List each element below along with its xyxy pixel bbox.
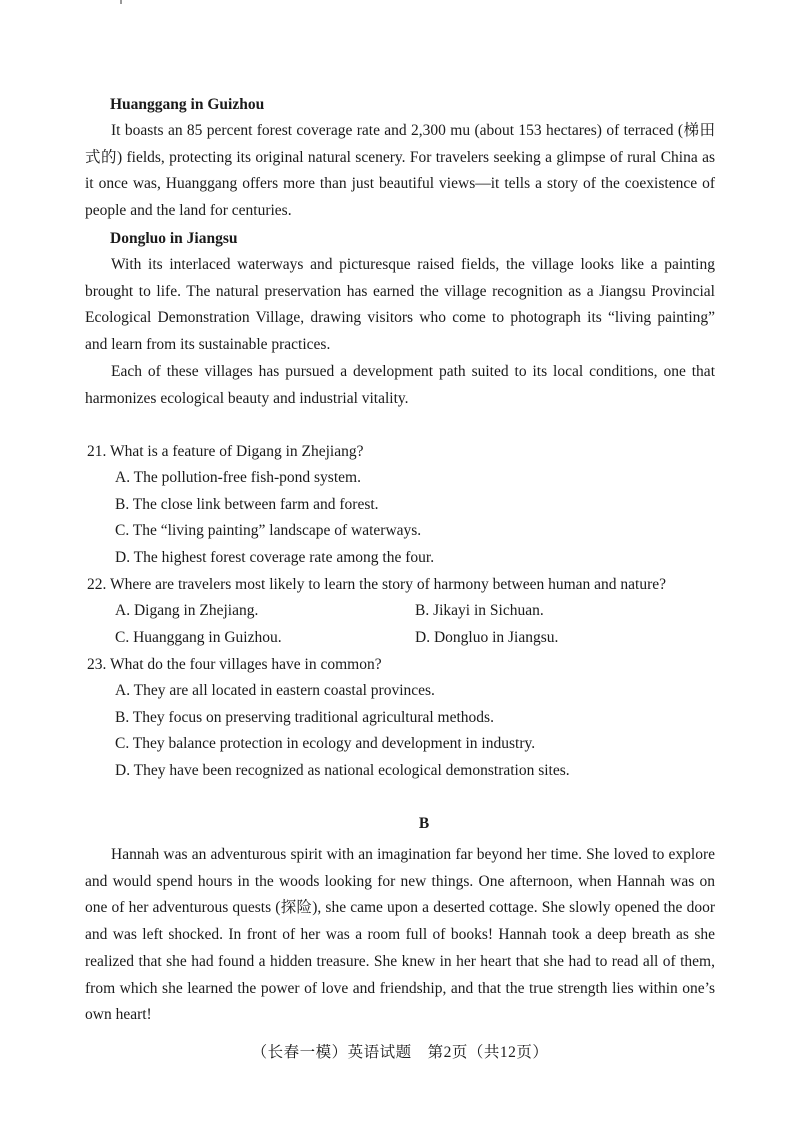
question-stem: 21. What is a feature of Digang in Zhejiang? — [87, 443, 364, 460]
paragraph-huanggang: It boasts an 85 percent forest coverage rate and 2,300 mu (about 153 hectares) of terraced (梯田式的) fields, protecting its original natural scenery. For travelers seeking a glimpse of rural China as it once was, Huanggang offers more than just beautiful views—it tells a story of the coexistence of people and the land for centuries. — [85, 122, 715, 220]
page-footer: （长春一模）英语试题 第2页（共12页） — [251, 1044, 549, 1061]
question-option: B. Jikayi in Sichuan. — [415, 602, 544, 619]
question-option: C. The “living painting” landscape of waterways. — [115, 522, 422, 539]
question-option: D. They have been recognized as national ecological demonstration sites. — [115, 762, 570, 779]
question-option: B. The close link between farm and forest. — [115, 496, 379, 513]
paragraph-hannah: Hannah was an adventurous spirit with an imagination far beyond her time. She loved to explore and would spend hours in the woods looking for new things. One afternoon, when Hannah was on one of her adventurous quests (探险), she came upon a deserted cottage. She slowly opened the door and was left shocked. In front of her was a room full of books! Hannah took a deep breath as she realized that she had found a hidden treasure. She knew in her heart that she had to read all of them, from which she learned the power of love and friendship, and that the true strength lies within one’s own heart! — [85, 846, 715, 1024]
question-option: B. They focus on preserving traditional agricultural methods. — [115, 709, 494, 726]
question-stem: 23. What do the four villages have in common? — [87, 656, 382, 673]
paragraph-conclusion: Each of these villages has pursued a development path suited to its local conditions, one that harmonizes ecological beauty and industrial vitality. — [85, 363, 715, 407]
question-option: D. Dongluo in Jiangsu. — [415, 629, 559, 646]
question-option: A. Digang in Zhejiang. — [115, 602, 259, 619]
section-heading-dongluo: Dongluo in Jiangsu — [110, 230, 238, 247]
question-option: C. They balance protection in ecology and development in industry. — [115, 735, 536, 752]
question-option: A. The pollution-free fish-pond system. — [115, 469, 361, 486]
scan-mark — [120, 0, 122, 4]
question-stem: 22. Where are travelers most likely to learn the story of harmony between human and nature? — [87, 576, 667, 593]
question-option: D. The highest forest coverage rate among the four. — [115, 549, 435, 566]
paragraph-dongluo: With its interlaced waterways and picturesque raised fields, the village looks like a painting brought to life. The natural preservation has earned the village recognition as a Jiangsu Provincial Ecological Demonstration Village, drawing visitors who come to photograph its “living painting” and learn from its sustainable practices. — [85, 256, 715, 354]
question-option: A. They are all located in eastern coastal provinces. — [115, 682, 435, 699]
section-label-b: B — [418, 815, 430, 832]
question-option: C. Huanggang in Guizhou. — [115, 629, 282, 646]
section-heading-huanggang: Huanggang in Guizhou — [110, 96, 265, 113]
